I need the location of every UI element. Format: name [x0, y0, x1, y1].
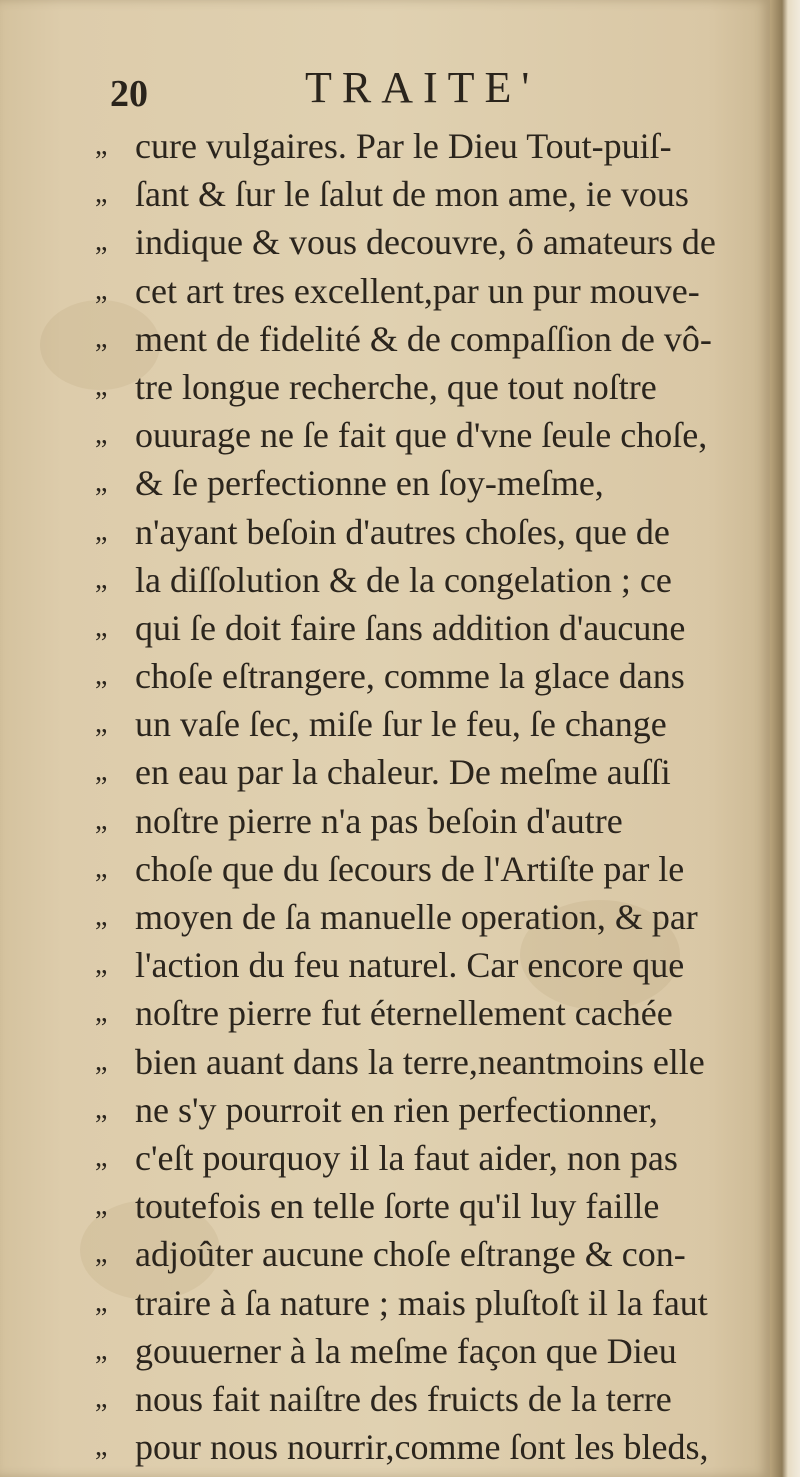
quote-mark: „ [95, 901, 108, 932]
line-text: n'ayant beſoin d'autres choſes, que de [135, 511, 670, 552]
text-line [95, 411, 770, 459]
quote-mark: „ [95, 611, 108, 643]
line-text: & ſe perfectionne en ſoy-meſme, [135, 463, 604, 504]
text-line [95, 459, 770, 507]
quote-mark: „ [95, 1238, 108, 1270]
quote-mark: „ [95, 804, 108, 836]
line-text: toutefois en telle ſorte qu'il luy faille [135, 1186, 660, 1227]
text-line [95, 1134, 770, 1182]
quote-mark: „ [95, 130, 108, 161]
line-text: nous fait naiſtre des fruicts de la terre [135, 1378, 672, 1419]
text-line [95, 845, 770, 893]
text-line [95, 652, 770, 700]
page-number: 20 [110, 73, 148, 115]
text-line [95, 1375, 770, 1423]
line-text: bien auant dans la terre,neantmoins elle [135, 1041, 705, 1082]
line-text: pour nous nourrir,comme ſont les bleds, [135, 1427, 709, 1468]
line-text: choſe eſtrangere, comme la glace dans [135, 656, 685, 697]
quote-mark: „ [95, 1431, 108, 1463]
text-line [95, 1230, 770, 1278]
quote-mark: „ [95, 370, 108, 402]
text-line [95, 1086, 770, 1134]
text-line [95, 508, 770, 556]
line-text: traire à ſa nature ; mais pluſtoſt il la faut [135, 1282, 708, 1323]
text-line [95, 218, 770, 266]
line-text: noſtre pierre fut éternellement cachée [135, 993, 673, 1034]
quote-mark: „ [95, 563, 108, 595]
text-line [95, 989, 770, 1037]
text-line [95, 1182, 770, 1230]
text-line [95, 941, 770, 989]
line-text: c'eſt pourquoy il la faut aider, non pas [135, 1137, 678, 1178]
quote-mark: „ [95, 708, 108, 740]
line-text: la diſſolution & de la congelation ; ce [135, 559, 672, 600]
line-text: noſtre pierre n'a pas beſoin d'autre [135, 800, 623, 841]
text-line [95, 315, 770, 363]
line-text: cure vulgaires. Par le Dieu Tout-puiſ- [135, 126, 672, 166]
text-line [95, 122, 770, 170]
quote-mark: „ [95, 949, 108, 981]
quote-mark: „ [95, 322, 108, 354]
line-text: en eau par la chaleur. De meſme auſſi [135, 752, 671, 793]
line-text: qui ſe doit faire ſans addition d'aucune [135, 607, 686, 648]
text-line [95, 748, 770, 796]
line-text: ſant & ſur le ſalut de mon ame, ie vous [135, 174, 689, 215]
text-line [95, 170, 770, 218]
quote-mark: „ [95, 178, 108, 210]
line-text: cet art tres excellent,par un pur mouve- [135, 270, 700, 311]
text-line [95, 1038, 770, 1086]
quote-mark: „ [95, 997, 108, 1029]
quote-mark: „ [95, 1334, 108, 1366]
text-line [95, 556, 770, 604]
text-line [95, 1423, 770, 1471]
running-title: TRAITE' [305, 63, 540, 112]
quote-mark: „ [95, 515, 108, 547]
quote-mark: „ [95, 756, 108, 788]
text-line [95, 1279, 770, 1327]
line-text: ouurage ne ſe fait que d'vne ſeule choſe, [135, 415, 708, 456]
quote-mark: „ [95, 852, 108, 884]
quote-mark: „ [95, 1141, 108, 1173]
line-text: adjoûter aucune choſe eſtrange & con- [135, 1234, 686, 1275]
quote-mark: „ [95, 1045, 108, 1077]
text-line [95, 797, 770, 845]
quote-mark: „ [95, 1093, 108, 1125]
quote-mark: „ [95, 1382, 108, 1414]
line-text: gouuerner à la meſme façon que Dieu [135, 1330, 677, 1371]
line-text: tre longue recherche, que tout noſtre [135, 366, 657, 407]
quote-mark: „ [95, 1190, 108, 1222]
body-text [95, 122, 770, 1471]
text-line [95, 1327, 770, 1375]
line-text: l'action du feu naturel. Car encore que [135, 945, 685, 986]
quote-mark: „ [95, 660, 108, 692]
text-line [95, 363, 770, 411]
line-text: ne s'y pourroit en rien perfectionner, [135, 1089, 658, 1130]
quote-mark: „ [95, 1286, 108, 1318]
line-text: choſe que du ſecours de l'Artiſte par le [135, 848, 685, 889]
line-text: un vaſe ſec, miſe ſur le feu, ſe change [135, 704, 667, 745]
line-text: ment de fidelité & de compaſſion de vô- [135, 318, 712, 359]
quote-mark: „ [95, 226, 108, 258]
text-line [95, 604, 770, 652]
quote-mark: „ [95, 467, 108, 499]
page-edge [770, 0, 800, 1477]
line-text: moyen de ſa manuelle operation, & par [135, 897, 698, 937]
page-header [100, 62, 660, 122]
quote-mark: „ [95, 419, 108, 451]
line-text: indique & vous decouvre, ô amateurs de [135, 222, 716, 263]
quote-mark: „ [95, 274, 108, 306]
text-line [95, 893, 770, 941]
text-line [95, 267, 770, 315]
text-line [95, 700, 770, 748]
